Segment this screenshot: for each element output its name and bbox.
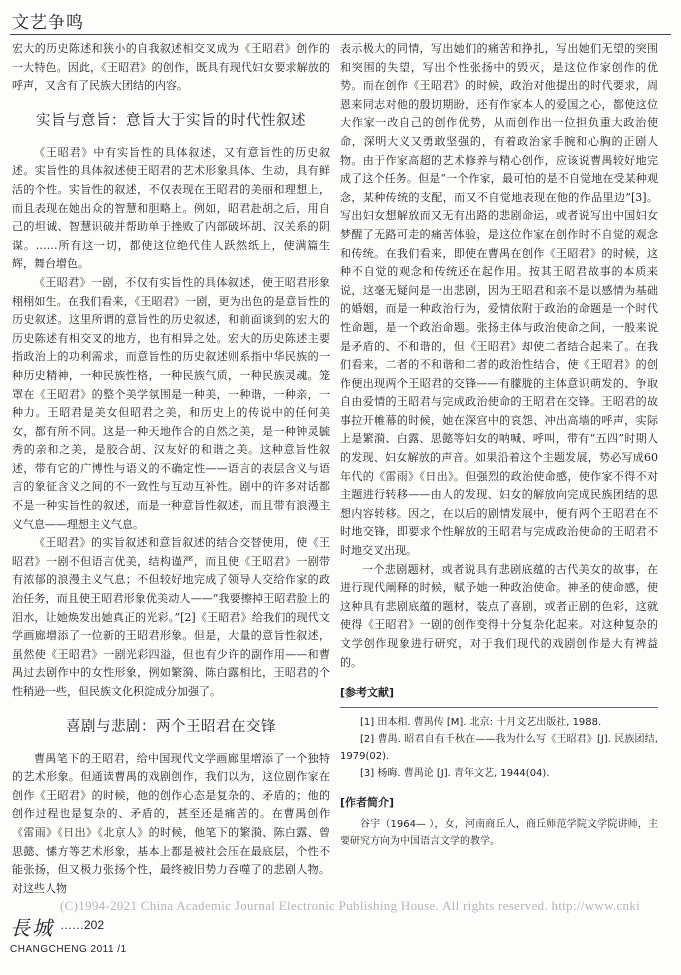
author-bio-heading: [作者简介] [340,795,395,809]
body-paragraph: 《王昭君》的实旨叙述和意旨叙述的结合交替使用，使《王昭君》一剧不但语言优美，结构谨严，而且使《王昭君》一剧带有浓郁的浪漫主义气息；不但较好地完成了领导人交给作家的政治任务，而且使王昭君形象优美动人——“我要擦掉王昭君脸上的泪水，让她焕发出她真正的光彩。”[2]《王昭君》给我们的现代文学画廊增添了一位新的王昭君形象。但是，大量的意旨性叙述，虽然使《王昭君》一剧光彩四溢，但也有少许的副作用——和曹禺过去剧作中的女性形象，例如繁漪、陈白露相比，王昭君的个性稍逊一些，但民族文化积淀成分加强了。 [12,536,330,698]
left-column [12,40,330,898]
journal-logo: 長城 [10,916,54,940]
copyright-watermark: (C)1994-2021 China Academic Journal Electronic Publishing House. All rights reserved. http://www.cnki [60,898,641,913]
reference-item: [3] 杨晦. 曹禺论 [J]. 青年文艺, 1944(04). [360,767,550,779]
body-paragraph: 一个悲剧题材，或者说具有悲剧底蕴的古代美女的故事，在进行现代阐释的时候，赋予她一种政治使命。神圣的使命感，使这种具有悲剧底蕴的题材，装点了喜剧，或者正剧的色彩，这就使得《王昭君》一剧的创作变得十分复杂化起来。对这种复杂的文学创作现象进行研究，对于我们现代的戏剧创作是大有裨益的。 [340,562,658,669]
journal-issue: CHANGCHENG 2011 /1 [10,944,127,955]
intro-paragraph: 宏大的历史陈述和狭小的自我叙述相交叉成为《王昭君》创作的一大特色。因此，《王昭君》的创作，既具有现代妇女要求解放的呼声，又含有了民族大团结的内容。 [12,42,330,93]
body-paragraph: 曹禺笔下的王昭君，给中国现代文学画廊里增添了一个独特的艺术形象。但通读曹禺的戏剧创作，我们以为，这位剧作家在创作《王昭君》的时候，他的创作心态是复杂的、矛盾的；他的创作过程也是复杂的、矛盾的，甚至还是痛苦的。在曹禺创作《雷雨》《日出》《北京人》的时候，他笔下的繁漪、陈白露、曾思懿、愫方等艺术形象，基本上都是被社会压在最底层，个性不能张扬，但又极力张扬个性，最终被旧势力吞噬了的悲剧人物。对这些人物 [12,751,330,895]
right-column [340,40,658,898]
body-paragraph: 表示极大的同情，写出她们的痛苦和挣扎，写出她们无望的突围和突围的失望，写出个性张扬中的毁灭，是这位作家创作的优势。而在创作《王昭君》的时候，政治对他提出的时代要求，周恩来同志对他的殷切期盼，还有作家本人的爱国之心，都使这位大作家一改自己的创作优势，从而创作出一位担负重大政治使命，深明大义又勇敢坚强的，有着政治家手腕和心胸的正剧人物。由于作家高超的艺术修养与精心创作，应该说曹禺较好地完成了这个任务。但是“一个作家，最可怕的是不自觉地在受某种观念，某种传统的支配，而又不自觉地表现在他的作品里边”[3]。写出妇女想解放而又无有出路的悲剧命运，或者说写出中国妇女梦醒了无路可走的痛苦体验，是这位作家在创作时不自觉的观念和传统。在我们看来，即使在曹禺在创作《王昭君》的时候，这种不自觉的观念和传统还在起作用。按其王昭君故事的本质来说，这毫无疑问是一出悲剧，因为王昭君和亲不是以感情为基础的婚姻，而是一种政治行为，爱情依附于政治的命题是一个时代性命题，是一个政治命题。张扬主体与政治使命之间，一般来说是矛盾的、不和谐的，但《王昭君》却使二者结合起来了。在我们看来，二者的不和谐和二者的政治性结合，使《王昭君》的创作便出现两个王昭君的交锋——有朦胧的主体意识萌发的、争取自由爱情的王昭君与完成政治使命的王昭君在交锋。王昭君的故事拉开帷幕的时候，她在深宫中的哀怨、冲出高墙的呼声，实际上是繁漪、白露、思懿等妇女的呐喊、呼叫，带有“五四”时期人的发现、妇女解放的声音。如果沿着这个主题发展，势必写成60年代的《雷雨》《日出》。但强烈的政治使命感，使作家不得不对主题进行转移——由人的发现、妇女的解放向完成民族团结的思想内容转移。因之，在以后的剧情发展中，便有两个王昭君在不时地交锋，即要求个性解放的王昭君与完成政治使命的王昭君不时地交叉出现。 [340,42,658,558]
reference-item: [1] 田本相. 曹禺传 [M]. 北京: 十月文艺出版社, 1988. [360,716,602,728]
page-number: ……202 [60,918,105,932]
body-paragraph: 《王昭君》中有实旨性的具体叙述，又有意旨性的历史叙述。实旨性的具体叙述使王昭君的艺术形象具体、生动，具有鲜活的个性。实旨性的叙述，不仅表现在王昭君的美丽和理想上，而且表现在她出众的智慧和胆略上。例如，昭君赴胡之后，用自己的坦诚、智慧识破并帮助单于挫败了内部破坏胡、汉关系的阴谋。……所有这一切，都使这位绝代佳人跃然纸上，使满篇生辉，舞台增色。 [12,145,330,271]
header-divider [10,34,671,35]
references-heading: [参考文献] [340,686,395,700]
section-heading-1: 实旨与意旨：意旨大于实旨的时代性叙述 [36,112,306,129]
section-heading-2: 喜剧与悲剧：两个王昭君在交锋 [66,718,276,735]
body-paragraph: 《王昭君》一剧，不仅有实旨性的具体叙述，使王昭君形象栩栩如生。在我们看来，《王昭君》一剧，更为出色的是意旨性的历史叙述。这里所谓的意旨性的历史叙述，和前面谈到的宏大的历史陈述有相交叉的地方，也有相异之处。宏大的历史陈述主要指政治上的功利需求，而意旨性的历史叙述则系指中华民族的一种历史精神，一种民族性格，一种民族气质，一种民族灵魂。笼罩在《王昭君》的整个美学氛围是一种美，一种谐，一种亲，一种力。王昭君是美女但昭君之美，和历史上的传说中的任何美女，都有所不同。这是一种天地作合的自然之美，是一种钟灵毓秀的亲和之美，是胶合胡、汉友好的和谐之美。这种意旨性叙述，带有它的广博性与语义的不确定性——语言的表层含义与语言的象征含义之间的不一致性与互动互补性。剧中的许多对话都不是一种实旨性的叙述，而是一种意旨性叙述，而且带有浪漫主义气息——理想主义气息。 [12,275,330,531]
reference-item: [2] 曹禺. 昭君自有千秋在——我为什么写《王昭君》[J]. 民族团结, 1979(02). [340,733,658,762]
references-divider [340,707,658,708]
journal-title: 文艺争鸣 [12,13,84,33]
author-bio: 谷宇（1964— ），女，河南商丘人，商丘师范学院文学院讲师，主要研究方向为中国语言文学的教学。 [340,819,658,848]
